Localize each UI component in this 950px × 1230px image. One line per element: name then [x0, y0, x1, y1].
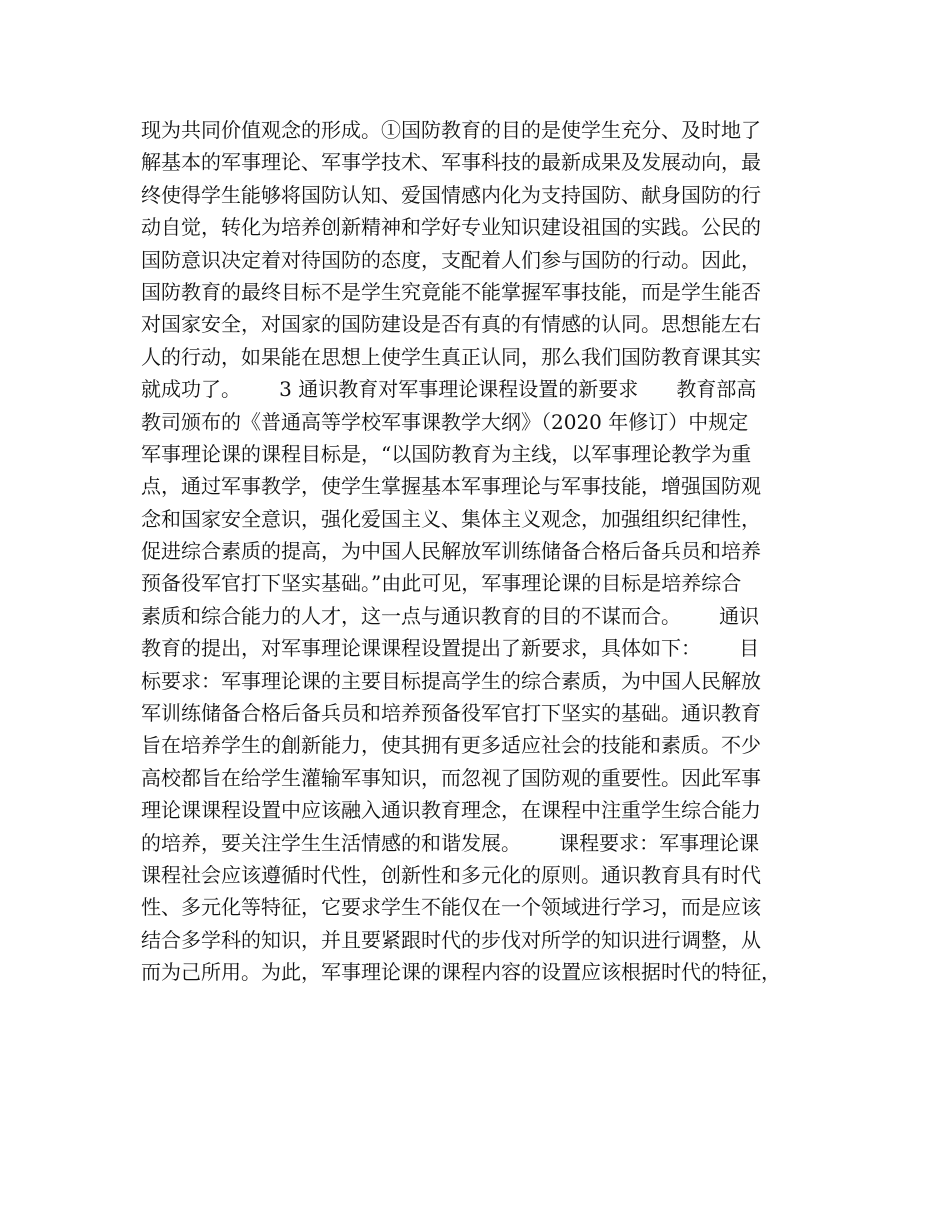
- text-line: 促进综合素质的提高，为中国人民解放军训练储备合格后备兵员和培养: [141, 539, 761, 564]
- text-line: 标要求：军事理论课的主要目标提高学生的综合素质，为中国人民解放: [141, 668, 761, 693]
- text-line: 人的行动，如果能在思想上使学生真正认同，那么我们国防教育课其实: [141, 344, 761, 369]
- text-line: 素质和综合能力的人才，这一点与通识教育的目的不谋而合。 通识: [141, 603, 760, 628]
- text-line: 教育的提出，对军事理论课课程设置提出了新要求，具体如下： 目: [141, 636, 760, 661]
- text-line: 结合多学科的知识，并且要紧跟时代的步伐对所学的知识进行调整，从: [141, 927, 761, 952]
- text-line: 预备役军官打下坚实基础。”由此可见，军事理论课的目标是培养综合: [141, 571, 742, 596]
- text-line: 动自觉，转化为培养创新精神和学好专业知识建设祖国的实践。公民的: [141, 215, 761, 240]
- text-line: 性、多元化等特征，它要求学生不能仅在一个领域进行学习，而是应该: [141, 895, 761, 920]
- text-line: 国防意识决定着对待国防的态度，支配着人们参与国防的行动。因此，: [141, 247, 761, 272]
- text-line: 终使得学生能够将国防认知、爱国情感内化为支持国防、献身国防的行: [141, 182, 761, 207]
- text-line: 高校都旨在给学生灌输军事知识，而忽视了国防观的重要性。因此军事: [141, 765, 761, 790]
- text-line: 国防教育的最终目标不是学生究竟能不能掌握军事技能，而是学生能否: [141, 279, 761, 304]
- body-text: [141, 114, 819, 989]
- text-line: 军事理论课的课程目标是，“以国防教育为主线，以军事理论教学为重: [141, 441, 752, 466]
- text-line: 对国家安全，对国家的国防建设是否有真的有情感的认同。思想能左右: [141, 312, 761, 337]
- text-line: 念和国家安全意识，强化爱国主义、集体主义观念，加强组织纪律性，: [141, 506, 761, 531]
- text-line: 教司颁布的《普通高等学校军事课教学大纲》（2020 年修订）中规定: [141, 409, 749, 434]
- text-line: 现为共同价值观念的形成。①国防教育的目的是使学生充分、及时地了: [141, 118, 761, 142]
- text-line: 的培养，要关注学生生活情感的和谐发展。 课程要求：军事理论课: [141, 830, 760, 855]
- text-line: 解基本的军事理论、军事学技术、军事科技的最新成果及发展动向，最: [141, 150, 761, 175]
- text-line: 点，通过军事教学，使学生掌握基本军事理论与军事技能，增强国防观: [141, 474, 761, 499]
- text-line: 旨在培养学生的創新能力，使其拥有更多适应社会的技能和素质。不少: [141, 733, 761, 758]
- text-line: 课程社会应该遵循时代性，创新性和多元化的原则。通识教育具有时代: [141, 862, 761, 887]
- text-line: 而为己所用。为此，军事理论课的课程内容的设置应该根据时代的特征，: [141, 960, 781, 985]
- text-line: 就成功了。 3 通识教育对军事理论课程设置的新要求 教育部高: [141, 377, 757, 402]
- text-line: 军训练储备合格后备兵员和培养预备役军官打下坚实的基础。通识教育: [141, 701, 761, 726]
- text-line: 理论课课程设置中应该融入通识教育理念，在课程中注重学生综合能力: [141, 798, 761, 823]
